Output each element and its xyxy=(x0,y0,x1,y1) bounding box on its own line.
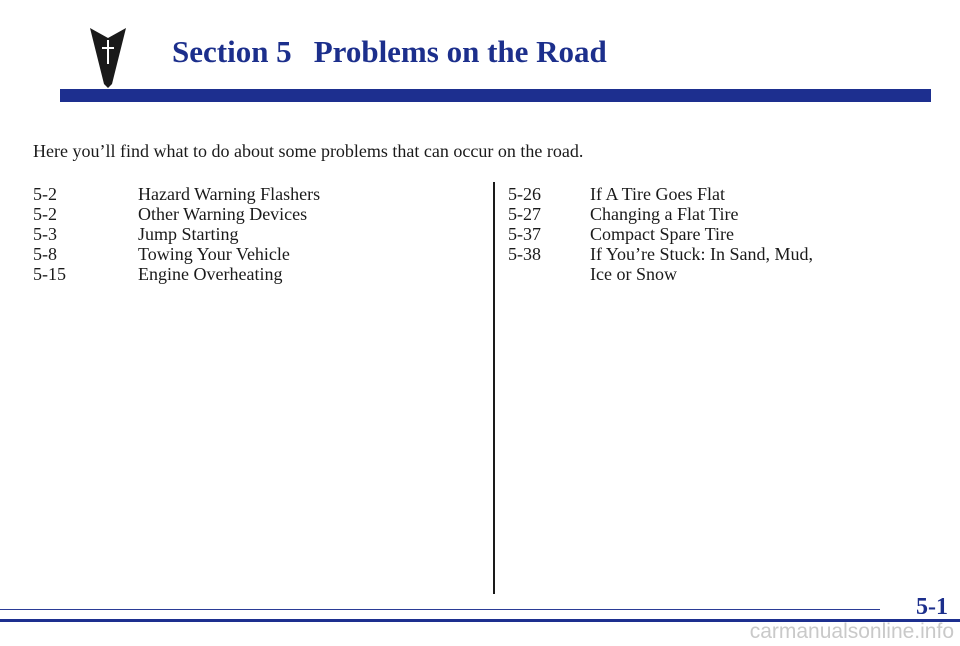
column-divider xyxy=(493,182,495,594)
toc-page-number: 5-2 xyxy=(33,184,57,204)
toc-entry[interactable] xyxy=(508,244,813,284)
section-title xyxy=(172,34,607,70)
toc-title: If You’re Stuck: In Sand, Mud, xyxy=(590,244,813,264)
toc-title: Changing a Flat Tire xyxy=(590,204,739,224)
toc-title: If A Tire Goes Flat xyxy=(590,184,726,204)
toc-page-number: 5-37 xyxy=(508,224,541,244)
page-number: 5-1 xyxy=(916,594,948,620)
toc-page-number: 5-8 xyxy=(33,244,57,264)
toc-title-group xyxy=(590,244,813,284)
section-number: Section 5 xyxy=(172,34,292,69)
toc-entry[interactable] xyxy=(33,244,320,264)
toc-entry[interactable] xyxy=(33,264,320,284)
toc-title: Jump Starting xyxy=(138,224,239,244)
intro-text: Here you’ll find what to do about some problems that can occur on the road. xyxy=(33,141,584,161)
toc-page-number: 5-27 xyxy=(508,204,541,224)
pontiac-arrowhead-icon xyxy=(88,24,128,88)
toc-title: Towing Your Vehicle xyxy=(138,244,290,264)
toc-page-number: 5-38 xyxy=(508,244,541,264)
toc-page-number: 5-15 xyxy=(33,264,66,284)
toc-title-continuation: Ice or Snow xyxy=(590,264,677,284)
toc-page-number: 5-26 xyxy=(508,184,541,204)
toc-title: Compact Spare Tire xyxy=(590,224,734,244)
toc-right-column xyxy=(508,184,813,284)
watermark: carmanualsonline.info xyxy=(749,620,954,643)
toc-title: Engine Overheating xyxy=(138,264,283,284)
toc-entry[interactable] xyxy=(508,184,813,204)
toc-left-column xyxy=(33,184,320,284)
toc-entry[interactable] xyxy=(33,204,320,224)
toc-title: Hazard Warning Flashers xyxy=(138,184,321,204)
toc-page-number: 5-2 xyxy=(33,204,57,224)
toc-entry[interactable] xyxy=(33,224,320,244)
title-bar xyxy=(60,89,931,102)
toc-page-number: 5-3 xyxy=(33,224,57,244)
toc-entry[interactable] xyxy=(508,224,813,244)
section-name: Problems on the Road xyxy=(313,34,607,69)
toc-entry[interactable] xyxy=(508,204,813,224)
toc-entry[interactable] xyxy=(33,184,320,204)
toc-title: Other Warning Devices xyxy=(138,204,308,224)
